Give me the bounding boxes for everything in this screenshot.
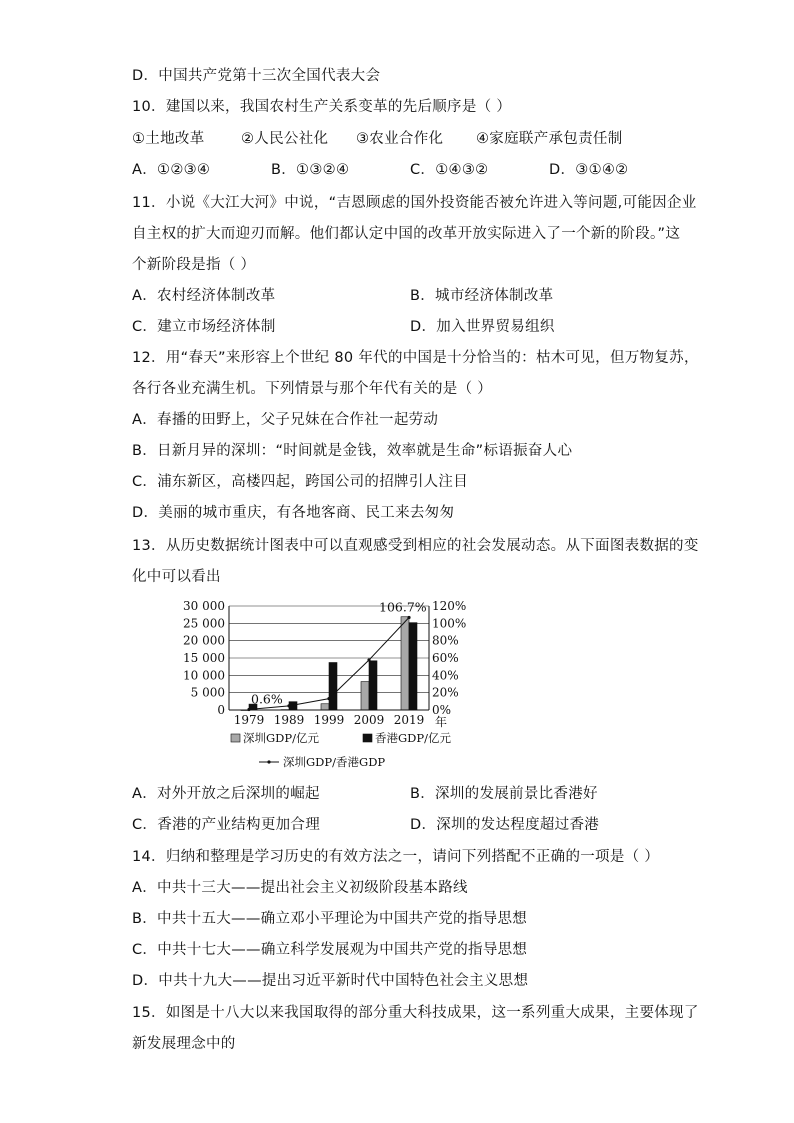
- q12-option-a: A．春播的田野上，父子兄妹在合作社一起劳动: [132, 412, 439, 428]
- q13-option-b: B．深圳的发展前景比香港好: [410, 786, 598, 802]
- q11-stem-line-2: 自主权的扩大而迎刃而解。他们都认定中国的改革开放实际进入了一个新的阶段。”这: [132, 226, 681, 242]
- q10-item-2: ②人民公社化: [241, 131, 329, 147]
- bar-shenzhen-gdp: [321, 704, 329, 710]
- chart-labels: [251, 600, 427, 707]
- q13-stem-line-2: 化中可以看出: [132, 569, 221, 585]
- q10-item-3: ③农业合作化: [356, 131, 444, 147]
- y-left-tick-label: 25 000: [183, 616, 225, 631]
- q12-option-b: B．日新月异的深圳：“时间就是金钱，效率就是生命”标语振奋人心: [132, 443, 573, 459]
- y-left-tick-label: 15 000: [183, 651, 225, 665]
- q15-stem-line-1: 15．如图是十八大以来我国取得的部分重大科技成果，这一系列重大成果，主要体现了: [132, 1005, 699, 1021]
- q12-stem-line-2: 各行各业充满生机。下列情景与那个年代有关的是（ ）: [132, 381, 493, 397]
- bar-hongkong-gdp: [369, 661, 377, 710]
- y-left-tick-label: 5 000: [190, 685, 225, 700]
- x-tick-label: 1999: [313, 713, 345, 727]
- y-right-tick-label: 80%: [432, 633, 459, 648]
- legend-swatch-hongkong: [363, 734, 372, 742]
- y-left-tick-label: 0: [217, 703, 225, 717]
- q13-option-c: C．香港的产业结构更加合理: [132, 817, 321, 833]
- q11-option-b: B．城市经济体制改革: [410, 288, 554, 304]
- q13-stem-line-1: 13．从历史数据统计图表中可以直观感受到相应的社会发展动态。从下面图表数据的变: [132, 538, 699, 554]
- legend-swatch-shenzhen: [231, 734, 240, 742]
- ratio-point: [247, 708, 250, 711]
- y-right-tick-label: 40%: [432, 668, 459, 683]
- q13-option-a: A．对外开放之后深圳的崛起: [132, 786, 320, 802]
- q15-stem-line-2: 新发展理念中的: [132, 1036, 236, 1052]
- q11-stem-line-1: 11．小说《大江大河》中说，“吉恩顾虑的国外投资能否被允许进入等问题,可能因企业: [132, 195, 697, 211]
- ratio-point: [327, 697, 330, 700]
- q11-stem-line-3: 个新阶段是指（ ）: [132, 257, 256, 273]
- q11-option-d: D．加入世界贸易组织: [410, 319, 555, 335]
- ratio-point: [407, 616, 410, 619]
- x-tick-label: 1989: [273, 713, 305, 727]
- q14-option-c: C．中共十七大——确立科学发展观为中国共产党的指导思想: [132, 942, 528, 958]
- q10-item-4: ④家庭联产承包责任制: [476, 131, 623, 147]
- q12-option-d: D．美丽的城市重庆，有各地客商、民工来去匆匆: [132, 505, 455, 521]
- bar-hongkong-gdp: [409, 623, 417, 710]
- x-unit-label: 年: [435, 715, 448, 729]
- y-right-tick-label: 120%: [432, 599, 467, 613]
- chart-legend: [231, 731, 452, 769]
- q14-option-d: D．中共十九大——提出习近平新时代中国特色社会主义思想: [132, 973, 529, 989]
- bar-hongkong-gdp: [329, 663, 337, 710]
- x-tick-label: 2019: [393, 713, 425, 727]
- legend-label-hongkong: 香港GDP/亿元: [375, 731, 452, 745]
- ratio-point: [287, 704, 290, 707]
- bar-shenzhen-gdp: [361, 682, 369, 710]
- q12-stem-line-1: 12．用“春天”来形容上个世纪 80 年代的中国是十分恰当的：枯木可见，但万物复苏，: [132, 350, 699, 366]
- q10-stem: 10．建国以来，我国农村生产关系变革的先后顺序是（ ）: [132, 99, 512, 115]
- q10-option-c: C．①④③②: [410, 162, 489, 178]
- q10-option-a: A．①②③④: [132, 162, 211, 178]
- legend-label-ratio: 深圳GDP/香港GDP: [283, 755, 386, 769]
- q13-option-d: D．深圳的发达程度超过香港: [410, 817, 600, 833]
- q14-option-b: B．中共十五大——确立邓小平理论为中国共产党的指导思想: [132, 911, 528, 927]
- y-right-tick-label: 0%: [432, 703, 452, 717]
- q14-option-a: A．中共十三大——提出社会主义初级阶段基本路线: [132, 880, 468, 896]
- q10-option-b: B．①③②④: [271, 162, 350, 178]
- x-tick-label: 1979: [233, 713, 265, 727]
- q12-option-c: C．浦东新区，高楼四起，跨国公司的招牌引人注目: [132, 474, 469, 490]
- bar-shenzhen-gdp: [401, 617, 409, 710]
- y-right-tick-label: 60%: [432, 651, 459, 665]
- q11-option-a: A．农村经济体制改革: [132, 288, 276, 304]
- q14-stem: 14．归纳和整理是学习历史的有效方法之一，请问下列搭配不正确的一项是（ ）: [132, 849, 660, 865]
- y-left-tick-label: 20 000: [183, 633, 225, 648]
- q10-option-d: D．③①④②: [549, 162, 629, 178]
- ratio-point: [367, 658, 370, 661]
- q10-item-1: ①土地改革: [132, 131, 205, 147]
- q9-option-d: D．中国共产党第十三次全国代表大会: [132, 68, 381, 84]
- y-left-tick-label: 30 000: [183, 599, 225, 613]
- y-right-tick-label: 20%: [432, 685, 459, 700]
- q11-option-c: C．建立市场经济体制: [132, 319, 276, 335]
- ratio-point-label: 0.6%: [251, 691, 283, 707]
- chart-axes: [183, 599, 466, 729]
- legend-marker-ratio: [267, 760, 270, 763]
- y-right-tick-label: 100%: [432, 616, 467, 631]
- gdp-chart: [175, 596, 485, 780]
- legend-label-shenzhen: 深圳GDP/亿元: [243, 731, 320, 745]
- x-tick-label: 2009: [353, 713, 385, 727]
- ratio-point-label: 106.7%: [379, 599, 427, 615]
- y-left-tick-label: 10 000: [183, 668, 225, 683]
